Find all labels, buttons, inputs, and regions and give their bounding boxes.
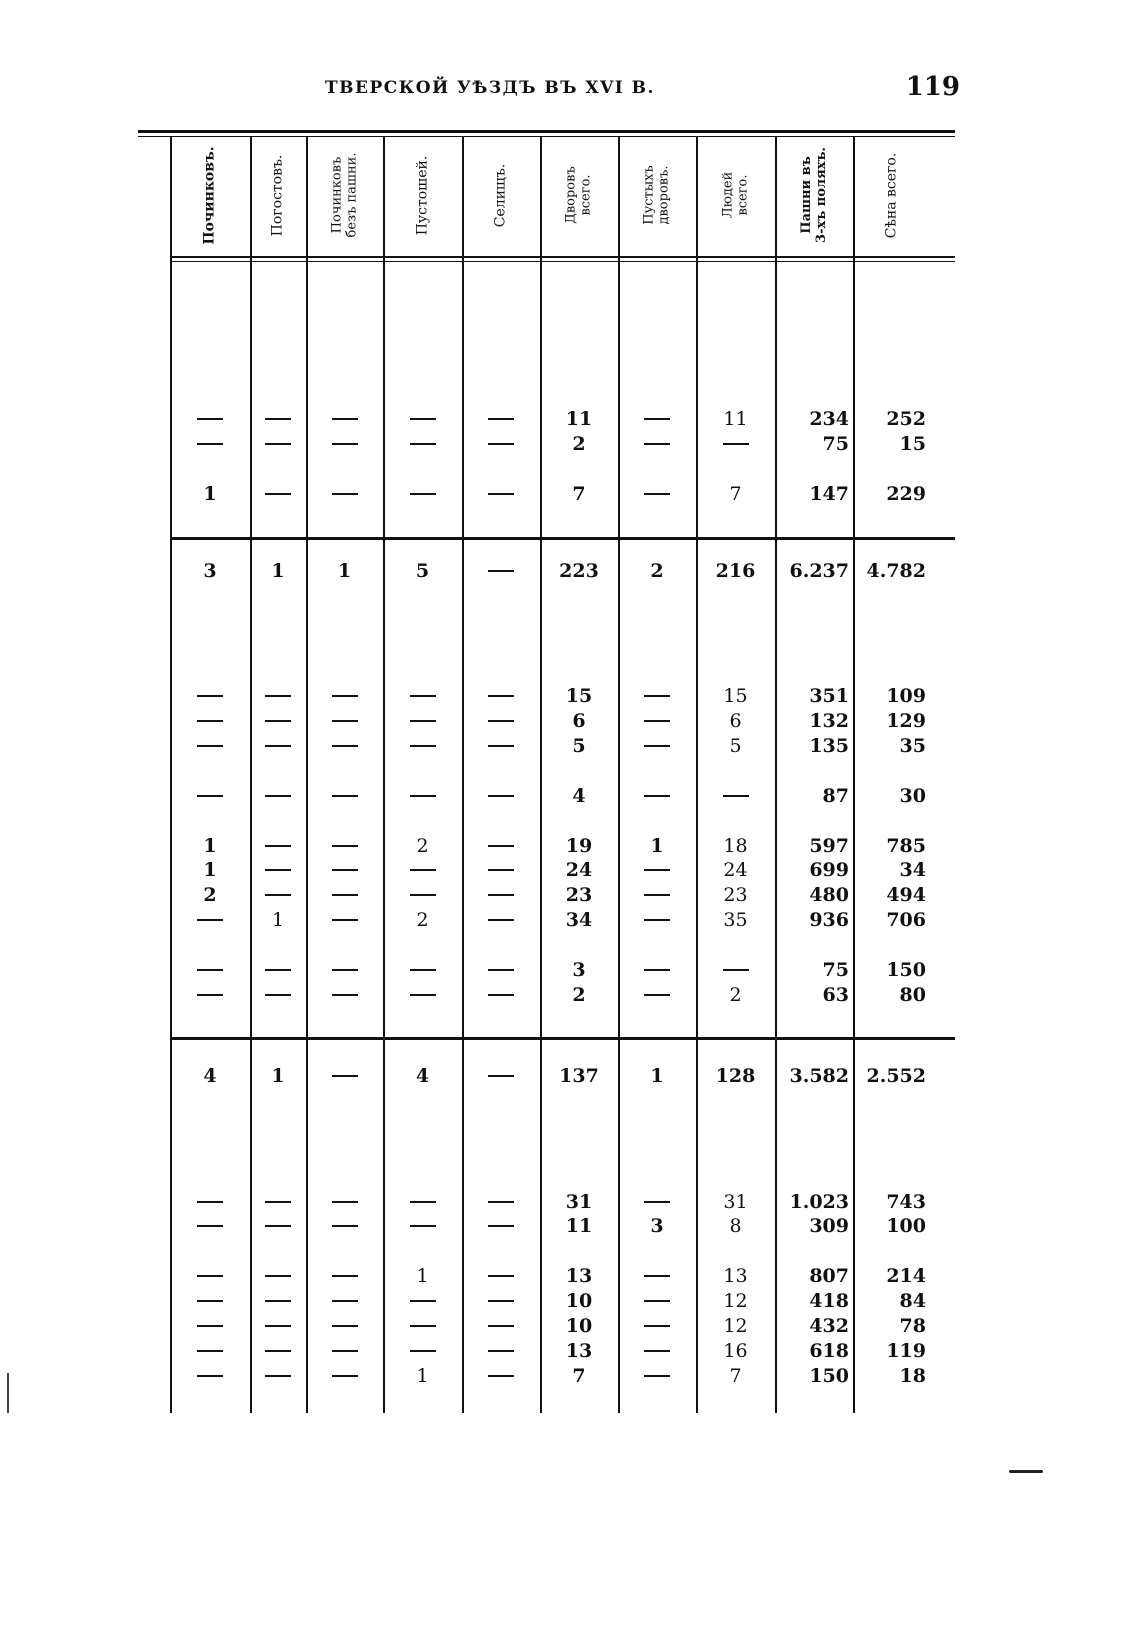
empty-dash bbox=[410, 1201, 436, 1203]
table-cell: 351 bbox=[809, 685, 849, 707]
empty-dash bbox=[265, 1201, 291, 1203]
table-cell: 706 bbox=[886, 909, 926, 931]
empty-dash bbox=[332, 894, 358, 896]
table-cell: 84 bbox=[899, 1290, 926, 1312]
column-header-pochinkov-bez-pashni bbox=[306, 136, 383, 254]
table-cell: 1 bbox=[416, 1365, 429, 1387]
column-header-label bbox=[884, 152, 899, 238]
table-cell: 30 bbox=[899, 785, 926, 807]
empty-dash bbox=[488, 418, 514, 420]
table-cell: 11 bbox=[565, 408, 593, 430]
table-cell: 6.237 bbox=[789, 560, 849, 582]
empty-dash bbox=[488, 720, 514, 722]
table-cell: 1 bbox=[203, 859, 217, 881]
table-cell: 119 bbox=[886, 1340, 926, 1362]
table-cell: 2 bbox=[416, 909, 429, 931]
empty-dash bbox=[197, 443, 223, 445]
empty-dash bbox=[197, 795, 223, 797]
empty-dash bbox=[488, 969, 514, 971]
column-header-label bbox=[642, 165, 672, 224]
table-cell: 3.582 bbox=[789, 1065, 849, 1087]
empty-dash bbox=[644, 695, 670, 697]
table-cell: 2 bbox=[416, 835, 429, 857]
empty-dash bbox=[488, 493, 514, 495]
table-cell: 936 bbox=[809, 909, 849, 931]
empty-dash bbox=[332, 845, 358, 847]
table-cell: 5 bbox=[415, 560, 430, 582]
empty-dash bbox=[644, 869, 670, 871]
group-separator-rule bbox=[170, 1037, 955, 1040]
column-rule bbox=[383, 137, 385, 1413]
table-cell: 150 bbox=[809, 1365, 849, 1387]
empty-dash bbox=[488, 1225, 514, 1227]
table-cell: 75 bbox=[822, 433, 849, 455]
empty-dash bbox=[332, 1300, 358, 1302]
column-header-dvorov-vsego bbox=[540, 136, 618, 254]
empty-dash bbox=[265, 1275, 291, 1277]
column-header-line: 3-хъ поляхъ. bbox=[814, 147, 829, 243]
empty-dash bbox=[723, 969, 749, 971]
table-cell: 6 bbox=[572, 710, 586, 732]
table-cell: 618 bbox=[809, 1340, 849, 1362]
empty-dash bbox=[265, 969, 291, 971]
empty-dash bbox=[332, 869, 358, 871]
table-cell: 1 bbox=[203, 835, 217, 857]
column-rule bbox=[250, 137, 252, 1413]
table-cell: 31 bbox=[565, 1191, 593, 1213]
column-header-pustykh-dvorov bbox=[618, 136, 696, 254]
column-header-label bbox=[415, 155, 430, 235]
empty-dash bbox=[410, 795, 436, 797]
empty-dash bbox=[410, 1300, 436, 1302]
table-cell: 2 bbox=[572, 984, 586, 1006]
empty-dash bbox=[410, 443, 436, 445]
column-rule bbox=[170, 137, 172, 1413]
table-cell: 1 bbox=[416, 1265, 429, 1287]
empty-dash bbox=[644, 795, 670, 797]
empty-dash bbox=[265, 1375, 291, 1377]
column-header-label bbox=[721, 172, 751, 219]
table-cell: 11 bbox=[565, 1215, 593, 1237]
table-cell: 480 bbox=[809, 884, 849, 906]
table-cell: 15 bbox=[565, 685, 593, 707]
table-cell: 494 bbox=[886, 884, 926, 906]
table-cell: 10 bbox=[565, 1290, 593, 1312]
empty-dash bbox=[488, 1375, 514, 1377]
empty-dash bbox=[488, 869, 514, 871]
table-cell: 12 bbox=[723, 1315, 748, 1337]
empty-dash bbox=[723, 443, 749, 445]
table-cell: 6 bbox=[729, 710, 742, 732]
empty-dash bbox=[332, 695, 358, 697]
table-cell: 132 bbox=[809, 710, 849, 732]
empty-dash bbox=[265, 418, 291, 420]
page-number: 119 bbox=[905, 72, 960, 102]
empty-dash bbox=[644, 1350, 670, 1352]
empty-dash bbox=[332, 1375, 358, 1377]
table-cell: 13 bbox=[723, 1265, 748, 1287]
table-cell: 129 bbox=[886, 710, 926, 732]
group-separator-rule bbox=[170, 537, 955, 540]
table-top-rule bbox=[138, 130, 955, 133]
empty-dash bbox=[197, 1300, 223, 1302]
column-header-label bbox=[564, 166, 594, 223]
column-header-line: Селищъ. bbox=[492, 163, 509, 227]
table-cell: 223 bbox=[559, 560, 599, 582]
page-edge-mark bbox=[7, 1373, 9, 1413]
empty-dash bbox=[644, 894, 670, 896]
empty-dash bbox=[197, 418, 223, 420]
table-cell: 12 bbox=[723, 1290, 748, 1312]
table-cell: 785 bbox=[886, 835, 926, 857]
empty-dash bbox=[644, 745, 670, 747]
table-cell: 4.782 bbox=[866, 560, 926, 582]
table-cell: 135 bbox=[809, 735, 849, 757]
empty-dash bbox=[723, 795, 749, 797]
column-header-sena-vsego bbox=[853, 136, 930, 254]
empty-dash bbox=[410, 493, 436, 495]
empty-dash bbox=[488, 1275, 514, 1277]
empty-dash bbox=[644, 1375, 670, 1377]
empty-dash bbox=[197, 1375, 223, 1377]
table-cell: 3 bbox=[572, 959, 586, 981]
empty-dash bbox=[265, 994, 291, 996]
column-header-line: Людей bbox=[720, 171, 736, 219]
table-cell: 216 bbox=[715, 560, 756, 582]
column-header-line: всего. bbox=[735, 174, 751, 216]
empty-dash bbox=[410, 894, 436, 896]
empty-dash bbox=[332, 443, 358, 445]
table-cell: 597 bbox=[809, 835, 849, 857]
empty-dash bbox=[410, 720, 436, 722]
table-cell: 7 bbox=[729, 1365, 742, 1387]
empty-dash bbox=[197, 1225, 223, 1227]
table-cell: 19 bbox=[565, 835, 593, 857]
column-header-line: Пашни въ bbox=[799, 156, 814, 234]
empty-dash bbox=[265, 1300, 291, 1302]
table-cell: 75 bbox=[822, 959, 849, 981]
empty-dash bbox=[332, 1275, 358, 1277]
empty-dash bbox=[410, 418, 436, 420]
column-rule bbox=[462, 137, 464, 1413]
table-cell: 13 bbox=[565, 1265, 593, 1287]
empty-dash bbox=[644, 969, 670, 971]
table-cell: 31 bbox=[723, 1191, 748, 1213]
empty-dash bbox=[265, 493, 291, 495]
empty-dash bbox=[332, 994, 358, 996]
table-cell: 10 bbox=[565, 1315, 593, 1337]
table-cell: 252 bbox=[886, 408, 926, 430]
empty-dash bbox=[265, 1225, 291, 1227]
column-header-line: всего. bbox=[578, 174, 594, 216]
column-rule bbox=[306, 137, 308, 1413]
table-cell: 137 bbox=[559, 1065, 599, 1087]
table-cell: 3 bbox=[203, 560, 217, 582]
table-cell: 4 bbox=[415, 1065, 430, 1087]
empty-dash bbox=[197, 994, 223, 996]
empty-dash bbox=[265, 695, 291, 697]
empty-dash bbox=[197, 1350, 223, 1352]
table-cell: 1 bbox=[203, 483, 217, 505]
empty-dash bbox=[332, 1075, 358, 1077]
table-cell: 109 bbox=[886, 685, 926, 707]
empty-dash bbox=[410, 994, 436, 996]
table-cell: 7 bbox=[572, 1365, 586, 1387]
table-cell: 18 bbox=[723, 835, 748, 857]
empty-dash bbox=[410, 695, 436, 697]
column-header-label bbox=[493, 163, 508, 227]
table-cell: 1 bbox=[271, 909, 285, 931]
table-cell: 214 bbox=[886, 1265, 926, 1287]
table-cell: 807 bbox=[809, 1265, 849, 1287]
table-cell: 1.023 bbox=[789, 1191, 849, 1213]
table-cell: 100 bbox=[886, 1215, 926, 1237]
table-cell: 7 bbox=[729, 483, 742, 505]
empty-dash bbox=[265, 845, 291, 847]
empty-dash bbox=[265, 795, 291, 797]
table-cell: 15 bbox=[899, 433, 926, 455]
empty-dash bbox=[197, 919, 223, 921]
empty-dash bbox=[265, 745, 291, 747]
table-cell: 2 bbox=[203, 884, 217, 906]
empty-dash bbox=[644, 1300, 670, 1302]
column-header-line: Погостовъ. bbox=[269, 154, 286, 236]
column-header-label bbox=[271, 154, 286, 236]
column-header-line: безъ пашни. bbox=[344, 152, 360, 238]
table-cell: 699 bbox=[809, 859, 849, 881]
empty-dash bbox=[332, 969, 358, 971]
empty-dash bbox=[265, 1350, 291, 1352]
column-header-label bbox=[330, 153, 360, 238]
empty-dash bbox=[644, 493, 670, 495]
empty-dash bbox=[332, 418, 358, 420]
table-cell: 234 bbox=[809, 408, 849, 430]
table-cell: 34 bbox=[899, 859, 926, 881]
table-cell: 1 bbox=[271, 1065, 285, 1087]
column-header-line: Пустыхъ bbox=[641, 165, 657, 225]
column-header-line: Починковъ. bbox=[201, 145, 218, 245]
table-cell: 24 bbox=[723, 859, 748, 881]
empty-dash bbox=[265, 869, 291, 871]
empty-dash bbox=[332, 1225, 358, 1227]
table-cell: 1 bbox=[650, 1065, 664, 1087]
table-cell: 147 bbox=[809, 483, 849, 505]
empty-dash bbox=[332, 919, 358, 921]
table-cell: 78 bbox=[899, 1315, 926, 1337]
empty-dash bbox=[488, 1350, 514, 1352]
table-cell: 18 bbox=[899, 1365, 926, 1387]
empty-dash bbox=[332, 745, 358, 747]
table-cell: 16 bbox=[723, 1340, 748, 1362]
column-header-label bbox=[799, 147, 829, 243]
empty-dash bbox=[197, 969, 223, 971]
table-cell: 2 bbox=[572, 433, 586, 455]
empty-dash bbox=[488, 443, 514, 445]
column-header-pustoshey bbox=[383, 136, 462, 254]
table-cell: 309 bbox=[809, 1215, 849, 1237]
empty-dash bbox=[332, 795, 358, 797]
empty-dash bbox=[197, 1201, 223, 1203]
empty-dash bbox=[488, 695, 514, 697]
table-cell: 4 bbox=[572, 785, 586, 807]
empty-dash bbox=[410, 969, 436, 971]
column-header-line: Пустошей. bbox=[414, 155, 431, 235]
table-cell: 15 bbox=[723, 685, 748, 707]
table-cell: 3 bbox=[650, 1215, 664, 1237]
empty-dash bbox=[644, 443, 670, 445]
table-cell: 1 bbox=[271, 560, 285, 582]
column-header-lyudey-vsego bbox=[696, 136, 775, 254]
empty-dash bbox=[197, 695, 223, 697]
empty-dash bbox=[644, 994, 670, 996]
empty-dash bbox=[265, 1325, 291, 1327]
table-cell: 87 bbox=[822, 785, 849, 807]
empty-dash bbox=[644, 1275, 670, 1277]
empty-dash bbox=[410, 1350, 436, 1352]
table-cell: 8 bbox=[729, 1215, 742, 1237]
empty-dash bbox=[332, 720, 358, 722]
empty-dash bbox=[332, 493, 358, 495]
empty-dash bbox=[488, 745, 514, 747]
table-cell: 80 bbox=[899, 984, 926, 1006]
column-header-line: Дворовъ bbox=[563, 166, 579, 224]
table-cell: 5 bbox=[572, 735, 586, 757]
table-cell: 743 bbox=[886, 1191, 926, 1213]
table-cell: 2 bbox=[729, 984, 742, 1006]
table-cell: 2 bbox=[650, 560, 664, 582]
header-bottom-rule bbox=[170, 256, 955, 258]
column-header-line: дворовъ. bbox=[656, 165, 672, 225]
empty-dash bbox=[644, 418, 670, 420]
table-cell: 128 bbox=[715, 1065, 756, 1087]
header-bottom-rule-thin bbox=[170, 261, 955, 262]
table-cell: 23 bbox=[565, 884, 593, 906]
empty-dash bbox=[410, 1225, 436, 1227]
table-cell: 5 bbox=[729, 735, 742, 757]
empty-dash bbox=[265, 443, 291, 445]
table-cell: 11 bbox=[723, 408, 748, 430]
empty-dash bbox=[644, 720, 670, 722]
column-header-pochinkov bbox=[170, 136, 250, 254]
running-title: ТВЕРСКОЙ УѢЗДЪ ВЪ XVI В. bbox=[325, 78, 655, 98]
empty-dash bbox=[488, 1325, 514, 1327]
table-cell: 23 bbox=[723, 884, 748, 906]
column-header-line: Починковъ bbox=[329, 156, 345, 234]
table-cell: 1 bbox=[337, 560, 352, 582]
empty-dash bbox=[488, 570, 514, 572]
empty-dash bbox=[332, 1325, 358, 1327]
empty-dash bbox=[488, 894, 514, 896]
table-cell: 432 bbox=[809, 1315, 849, 1337]
table-cell: 1 bbox=[650, 835, 664, 857]
empty-dash bbox=[488, 1201, 514, 1203]
table-cell: 24 bbox=[565, 859, 593, 881]
table-cell: 4 bbox=[203, 1065, 217, 1087]
empty-dash bbox=[197, 1325, 223, 1327]
column-header-pashni-v-3kh-polyakh bbox=[775, 136, 853, 254]
table-cell: 229 bbox=[886, 483, 926, 505]
table-cell: 2.552 bbox=[866, 1065, 926, 1087]
empty-dash bbox=[332, 1350, 358, 1352]
empty-dash bbox=[488, 1075, 514, 1077]
empty-dash bbox=[488, 919, 514, 921]
column-header-selishch bbox=[462, 136, 540, 254]
column-header-line: Сѣна всего. bbox=[883, 152, 900, 238]
empty-dash bbox=[488, 795, 514, 797]
empty-dash bbox=[488, 994, 514, 996]
empty-dash bbox=[197, 1275, 223, 1277]
column-header-label bbox=[203, 146, 218, 244]
empty-dash bbox=[488, 1300, 514, 1302]
empty-dash bbox=[644, 919, 670, 921]
column-header-pogostov bbox=[250, 136, 306, 254]
empty-dash bbox=[644, 1201, 670, 1203]
empty-dash bbox=[332, 1201, 358, 1203]
table-cell: 63 bbox=[822, 984, 849, 1006]
empty-dash bbox=[410, 869, 436, 871]
empty-dash bbox=[265, 894, 291, 896]
empty-dash bbox=[644, 1325, 670, 1327]
table-cell: 34 bbox=[565, 909, 593, 931]
empty-dash bbox=[197, 720, 223, 722]
empty-dash bbox=[488, 845, 514, 847]
margin-mark bbox=[1009, 1470, 1043, 1473]
empty-dash bbox=[410, 1325, 436, 1327]
empty-dash bbox=[197, 745, 223, 747]
table-cell: 13 bbox=[565, 1340, 593, 1362]
empty-dash bbox=[410, 745, 436, 747]
table-cell: 150 bbox=[886, 959, 926, 981]
table-cell: 418 bbox=[809, 1290, 849, 1312]
empty-dash bbox=[265, 720, 291, 722]
table-cell: 35 bbox=[899, 735, 926, 757]
table-cell: 35 bbox=[723, 909, 748, 931]
table-cell: 7 bbox=[572, 483, 586, 505]
